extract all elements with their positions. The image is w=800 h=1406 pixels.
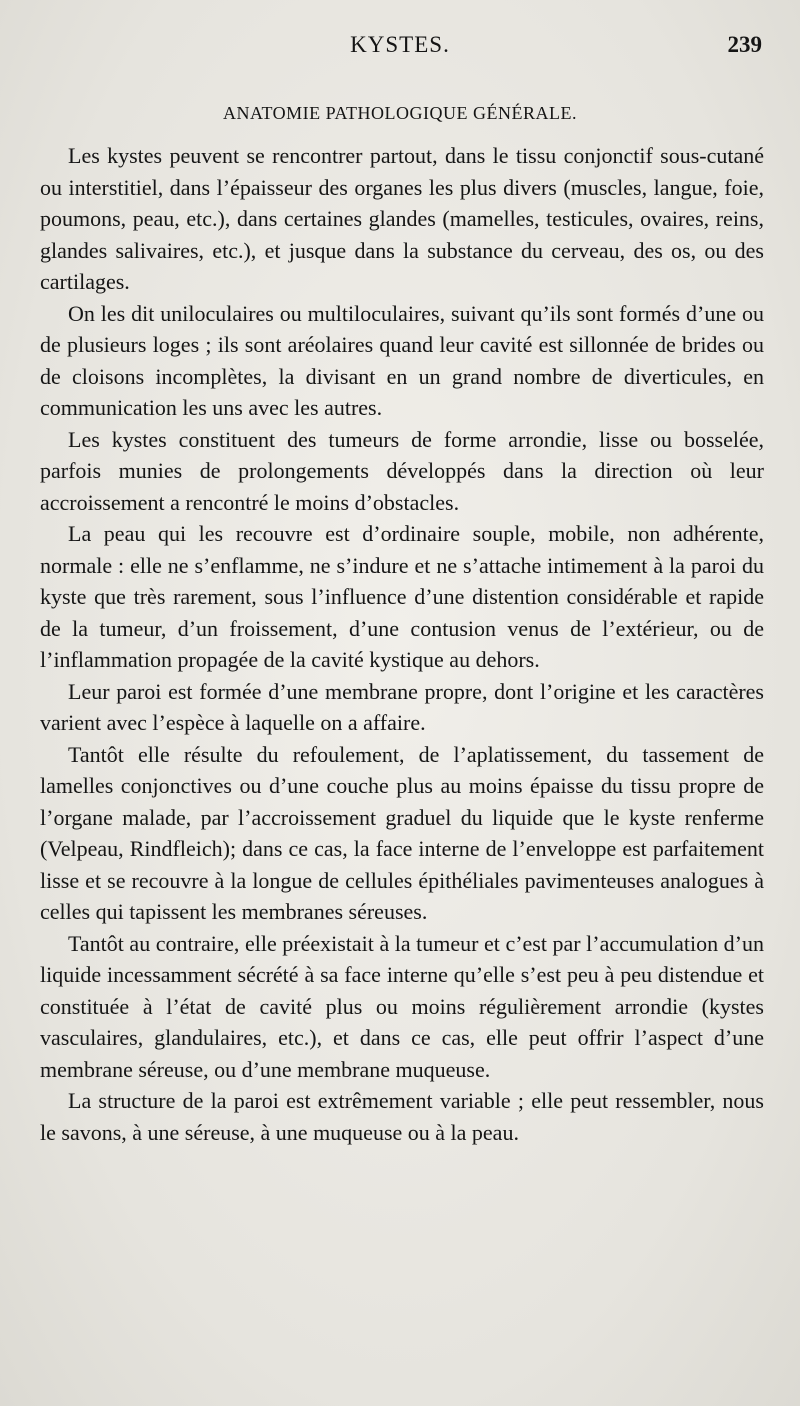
paragraph: Les kystes peuvent se rencontrer partout, dans le tissu conjonctif sous-cutané ou interstitiel, dans l’épaisseur des organes les plus divers (muscles, langue, foie, poumons, peau, etc.), dans certaines glandes (mamelles, testicules, ovaires, reins, glandes salivaires, etc.), et jusque dans la substance du cerveau, des os, ou des cartilages.: [40, 143, 764, 294]
paragraph: La structure de la paroi est extrêmement variable ; elle peut ressembler, nous le savons, à une séreuse, à une muqueuse ou à la peau.: [40, 1088, 764, 1145]
page-number: 239: [727, 32, 762, 57]
section-heading: ANATOMIE PATHOLOGIQUE GÉNÉRALE.: [223, 103, 577, 123]
paragraph: Tantôt elle résulte du refoulement, de l’aplatissement, du tassement de lamelles conjonctives ou d’une couche plus au moins épaisse du tissu propre de l’organe malade, par l’accroissement graduel du liquide que le kyste renferme (Velpeau, Rindfleich); dans ce cas, la face interne de l’enveloppe est parfaitement lisse et se recouvre à la longue de cellules épithéliales pavimenteuses analogues à celles qui tapissent les membranes séreuses.: [40, 741, 764, 924]
paragraph: Leur paroi est formée d’une membrane propre, dont l’origine et les caractères varient avec l’espèce à laquelle on a affaire.: [40, 678, 764, 735]
paragraph: On les dit uniloculaires ou multiloculaires, suivant qu’ils sont formés d’une ou de plusieurs loges ; ils sont aréolaires quand leur cavité est sillonnée de brides ou de cloisons incomplètes, la divisant en un grand nombre de diverticules, en communication les uns avec les autres.: [40, 300, 764, 420]
paragraph: Les kystes constituent des tumeurs de forme arrondie, lisse ou bosselée, parfois munies de prolongements développés dans la direction où leur accroissement a rencontré le moins d’obstacles.: [40, 426, 764, 515]
body-text: [40, 140, 764, 1148]
page-header: [0, 32, 800, 62]
paragraph: La peau qui les recouvre est d’ordinaire souple, mobile, non adhérente, normale : elle ne s’enflamme, ne s’indure et ne s’attache intimement à la paroi du kyste que très rarement, sous l’influence d’une distention considérable et rapide de la tumeur, d’un froissement, d’une contusion venus de l’extérieur, ou de l’inflammation propagée de la cavité kystique au dehors.: [40, 521, 764, 672]
paragraph: Tantôt au contraire, elle préexistait à la tumeur et c’est par l’accumulation d’un liquide incessamment sécrété à sa face interne qu’elle s’est peu à peu distendue et constituée à l’état de cavité plus ou moins régulièrement arrondie (kystes vasculaires, glandulaires, etc.), et dans ce cas, elle peut offrir l’aspect d’une membrane séreuse, ou d’une membrane muqueuse.: [40, 930, 764, 1082]
running-head: KYSTES.: [350, 32, 450, 57]
